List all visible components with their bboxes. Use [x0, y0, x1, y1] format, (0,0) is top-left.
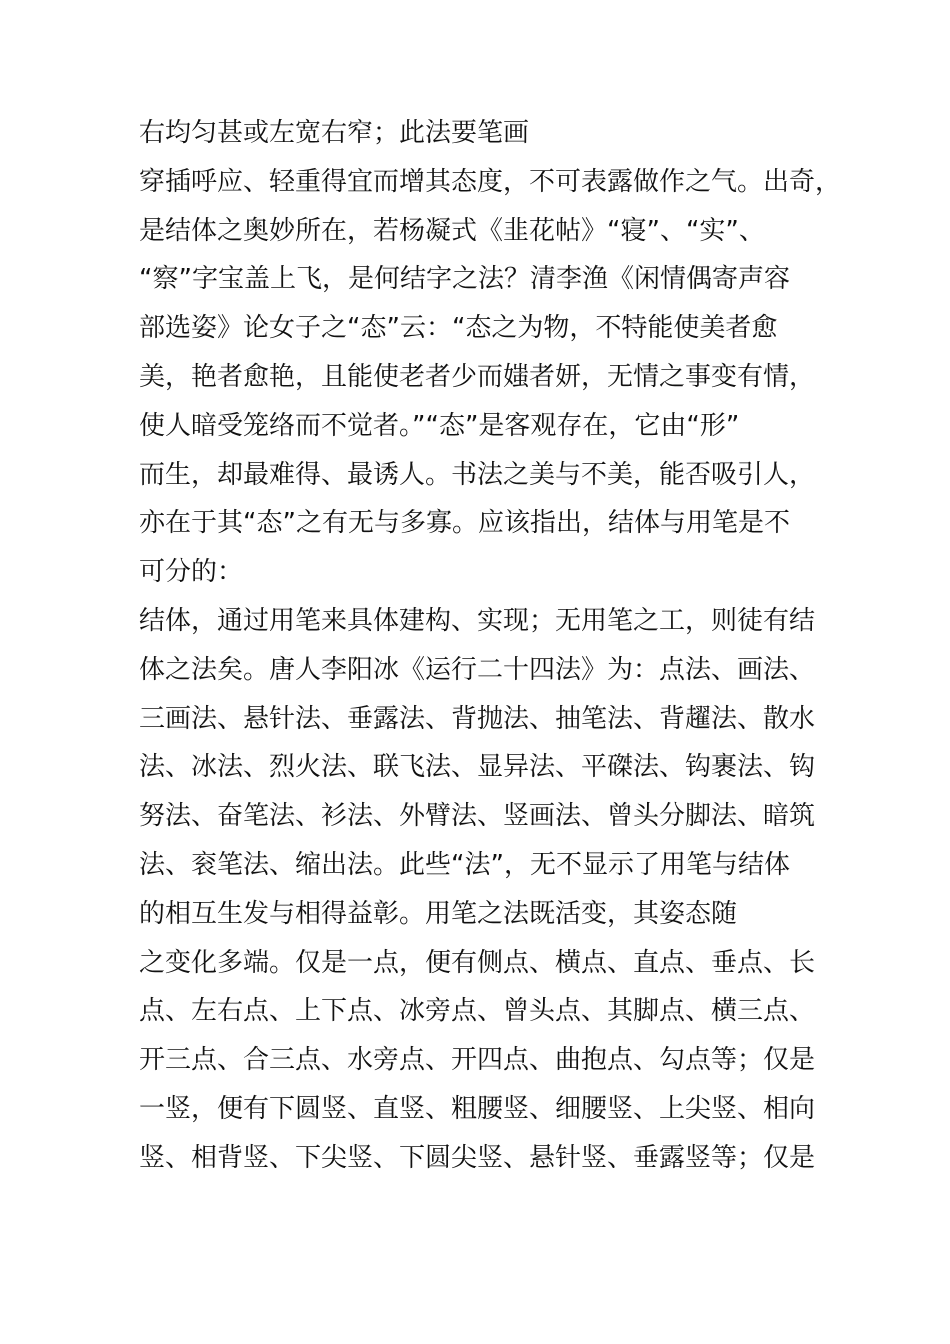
text-line: 的相互生发与相得益彰。用笔之法既活变，其姿态随 — [139, 898, 738, 929]
text-line: 努法、奋笔法、衫法、外臂法、竖画法、曾头分脚法、暗筑 — [139, 801, 816, 832]
text-line: 穿插呼应、轻重得宜而增其态度，不可表露做作之气。出奇， — [139, 166, 842, 197]
text-line: 三画法、悬针法、垂露法、背抛法、抽笔法、背趯法、散水 — [139, 703, 816, 734]
text-line: “察”字宝盖上飞，是何结字之法？清李渔《闲情偶寄声容 — [139, 264, 790, 295]
text-line: 点、左右点、上下点、冰旁点、曾头点、其脚点、横三点、 — [139, 996, 816, 1027]
text-line: 结体，通过用笔来具体建构、实现；无用笔之工，则徒有结 — [139, 605, 816, 636]
text-line: 体之法矣。唐人李阳冰《运行二十四法》为：点法、画法、 — [139, 654, 816, 685]
text-line: 法、冰法、烈火法、联飞法、显异法、平磔法、钩裹法、钩 — [139, 752, 816, 783]
text-line: 开三点、合三点、水旁点、开四点、曲抱点、勾点等；仅是 — [139, 1045, 816, 1076]
text-line: 美，艳者愈艳，且能使老者少而媸者妍，无情之事变有情， — [139, 361, 816, 392]
text-line: 使人暗受笼络而不觉者。”“态”是客观存在，它由“形” — [139, 410, 740, 441]
text-line: 一竖，便有下圆竖、直竖、粗腰竖、细腰竖、上尖竖、相向 — [139, 1093, 816, 1124]
text-line: 可分的： — [139, 557, 244, 588]
text-line: 而生，却最难得、最诱人。书法之美与不美，能否吸引人， — [139, 459, 816, 490]
text-line: 是结体之奥妙所在，若杨凝式《韭花帖》“寝”、“实”、 — [139, 215, 765, 246]
text-line: 亦在于其“态”之有无与多寡。应该指出，结体与用笔是不 — [139, 508, 790, 539]
text-line: 部选姿》论女子之“态”云：“态之为物，不特能使美者愈 — [139, 313, 778, 344]
text-line: 法、衮笔法、缩出法。此些“法”，无不显示了用笔与结体 — [139, 849, 790, 880]
body-text — [139, 109, 842, 1183]
text-line: 竖、相背竖、下尖竖、下圆尖竖、悬针竖、垂露竖等；仅是 — [139, 1142, 816, 1173]
text-line: 右均匀甚或左宽右窄；此法要笔画 — [139, 118, 530, 148]
text-line: 之变化多端。仅是一点，便有侧点、横点、直点、垂点、长 — [139, 947, 816, 978]
